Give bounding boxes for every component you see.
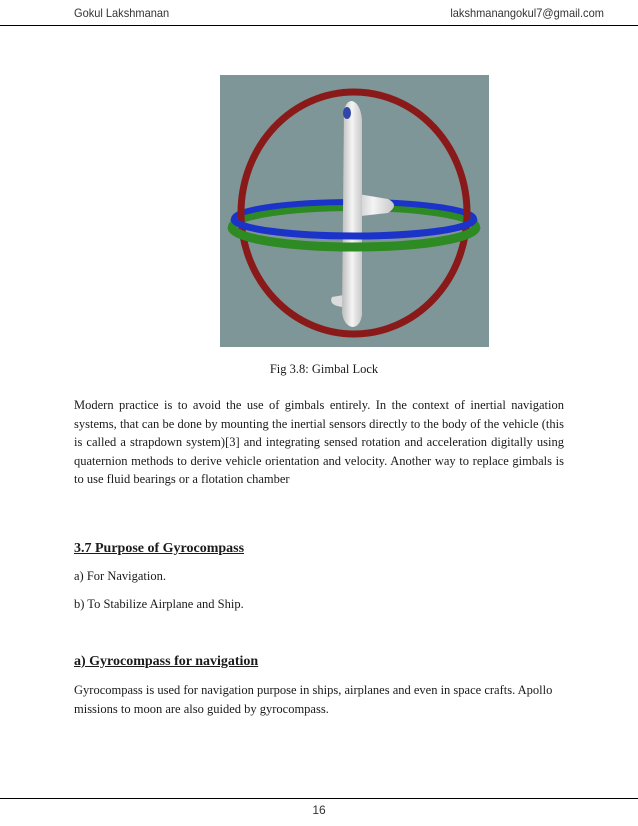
section-heading: 3.7 Purpose of Gyrocompass — [74, 541, 245, 556]
header-rule — [0, 25, 638, 26]
author-email: lakshmanangokul7@gmail.com — [450, 6, 604, 20]
figure-caption: Fig 3.8: Gimbal Lock — [269, 362, 379, 376]
gimbal-lock-figure — [220, 75, 489, 347]
subsection-heading: a) Gyrocompass for navigation — [74, 654, 259, 669]
paragraph-gyrocompass: Gyrocompass is used for navigation purpose in ships, airplanes and even in space crafts. Apollo missions to moon are also guided by gyrocompass. — [74, 683, 553, 716]
list-item-navigation: a) For Navigation. — [74, 569, 166, 583]
airplane-cockpit — [343, 107, 351, 119]
airplane-fuselage — [342, 101, 362, 327]
author-name: Gokul Lakshmanan — [74, 6, 170, 20]
page-number: 16 — [312, 803, 326, 817]
list-item-stabilize: b) To Stabilize Airplane and Ship. — [74, 597, 244, 611]
footer-rule — [0, 798, 638, 799]
gimbal-illustration — [220, 75, 489, 347]
paragraph-gimbals: Modern practice is to avoid the use of gimbals entirely. In the context of inertial navigation systems, that can be done by mounting the inertial sensors directly to the body of the vehicle (this is called a strapdown system)[3] and integrating sensed rotation and acceleration digitally using quaternion methods to derive vehicle orientation and velocity. Another way to replace gimbals is to use fluid bearings or a flotation chamber — [74, 398, 564, 487]
